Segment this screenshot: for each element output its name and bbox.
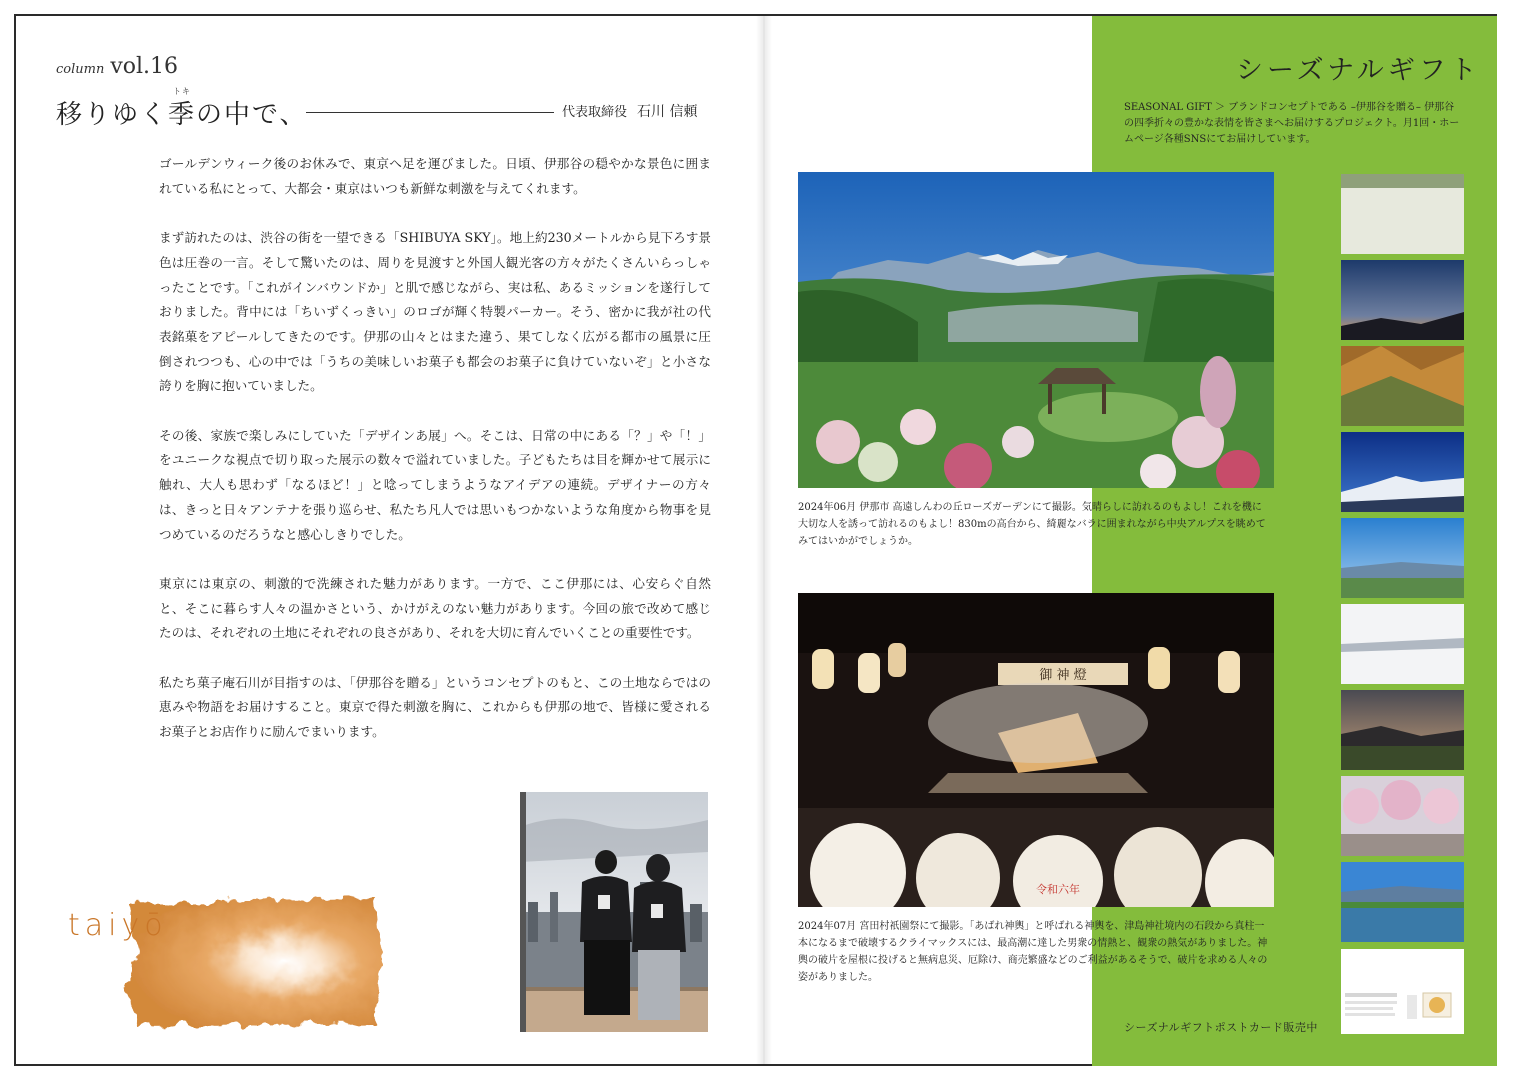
column-volume: vol.16 xyxy=(110,54,179,79)
thumbnail-sunset-mountains xyxy=(1341,260,1464,340)
seasonal-gift-description: SEASONAL GIFT ＞ ブランドコンセプトである –伊那谷を贈る– 伊那谷の四季折々の豊かな表情を皆さまへお届けするプロジェクト。月1回・ホームページ各種SNSにてお届けしています。 xyxy=(1124,102,1460,145)
thumbnail-buckwheat-field xyxy=(1341,174,1464,254)
magazine-spread xyxy=(14,14,1497,1066)
paragraph: ゴールデンウィーク後のお休みで、東京へ足を運びました。日頃、伊那谷の穏やかな景色に囲まれている私にとって、大都会・東京はいつも新鮮な刺激を与えてくれます。 xyxy=(159,156,711,196)
author-name: 石川 信頼 xyxy=(637,104,698,120)
rose-garden-caption: 2024年06月 伊那市 高遠しんわの丘ローズガーデンにて撮影。気晴らしに訪れるのもよし！これを機に大切な人を誘って訪れるのもよし！830mの高台から、綺麗なバラに囲まれながら中央アルプスを眺めてみてはいかがでしょうか。 xyxy=(798,502,1266,547)
author-byline xyxy=(562,101,697,121)
title-rule xyxy=(306,112,554,113)
column-body xyxy=(159,152,711,770)
paragraph: 私たち菓子庵石川が目指すのは、「伊那谷を贈る」というコンセプトのもと、この土地ならではの恵みや物語をお届けすること。東京で得た刺激を胸に、これからも伊那の地で、皆様に愛されるお菓子とお店作りに励んでまいります。 xyxy=(159,674,711,740)
paragraph: 東京には東京の、刺激的で洗練された魅力があります。一方で、ここ伊那には、心安らぐ自然と、そこに暮らす人々の温かさという、かけがえのない魅力があります。今回の旅で改めて感じたのは、それぞれの土地にそれぞれの良さがあり、それを大切に育んでいくことの重要性です。 xyxy=(159,575,711,641)
thumbnail-autumn-valley xyxy=(1341,346,1464,426)
paragraph: まず訪れたのは、渋谷の街を一望できる「SHIBUYA SKY」。地上約230メートルから見下ろす景色は圧巻の一言。そして驚いたのは、周りを見渡すと外国人観光客の方々がたくさんいらっしゃったことです。「これがインバウンドか」と肌で感じながら、実は私、あるミッションを遂行しておりました。背中には「ちいずくっきい」のロゴが輝く特製パーカー。そう、密かに我が社の代表銘菓をアピールしてきたのです。伊那の山々とはまた違う、果てしなく広がる都市の風景に圧倒されつつも、心の中では「うちの美味しいお菓子も都会のお菓子に負けていないぞ」と小さな誇りを胸に抱いていました。 xyxy=(159,230,711,394)
postcard-thumbnail xyxy=(1341,949,1464,1034)
postcard-illustration xyxy=(1341,949,1464,1034)
shibuya-sky-photo xyxy=(520,792,708,1032)
festival-photo xyxy=(798,593,1274,907)
festival-caption: 2024年07月 宮田村祇園祭にて撮影。「あばれ神輿」と呼ばれる神輿を、津島神社境内の石段から真柱一本になるまで破壊するクライマックスには、最高潮に達した男衆の情熱と、観衆の熱気がありました。神輿の破片を屋根に投げると無病息災、厄除け、商売繁盛などのご利益があるそうで、破片を求める人々の姿がありました。 xyxy=(798,921,1268,983)
thumbnail-dusk-field xyxy=(1341,690,1464,770)
seasonal-gift-title: シーズナルギフト xyxy=(1236,55,1481,86)
thumbnail-cherry-blossoms xyxy=(1341,776,1464,856)
postcard-sale-label: シーズナルギフトポストカード販売中 xyxy=(1124,1021,1318,1034)
thumbnail-snow-peaks xyxy=(1341,432,1464,512)
column-label xyxy=(56,54,178,79)
column-word: column xyxy=(56,62,105,77)
festival-shirt-text: 令和六年 xyxy=(1036,883,1080,896)
title-ruby: トキ xyxy=(173,87,191,96)
column-title: 移りゆく季の中で、 xyxy=(56,100,308,130)
rose-garden-photo xyxy=(798,172,1274,488)
paragraph: その後、家族で楽しみにしていた「デザインあ展」へ。そこは、日常の中にある「？」や「！」をユニークな視点で切り取った展示の数々で溢れていました。子どもたちは目を輝かせて展示に触れ、大人も思わず「なるほど！」と唸ってしまうようなアイデアの連続。デザイナーの方々は、きっと日々アンテナを張り巡らせ、私たち凡人では思いもつかないような角度から物事を見つめているのだろうなと感心しきりでした。 xyxy=(159,427,712,542)
author-role: 代表取締役 xyxy=(562,105,628,120)
lantern-sign-text: 御 神 燈 xyxy=(1039,668,1087,683)
thumbnail-snow-field xyxy=(1341,604,1464,684)
thumbnail-rice-paddy xyxy=(1341,862,1464,942)
taiyo-logo-text: taiyō xyxy=(68,908,168,943)
page-gutter xyxy=(756,16,772,1064)
thumbnail-mountain-plain xyxy=(1341,518,1464,598)
